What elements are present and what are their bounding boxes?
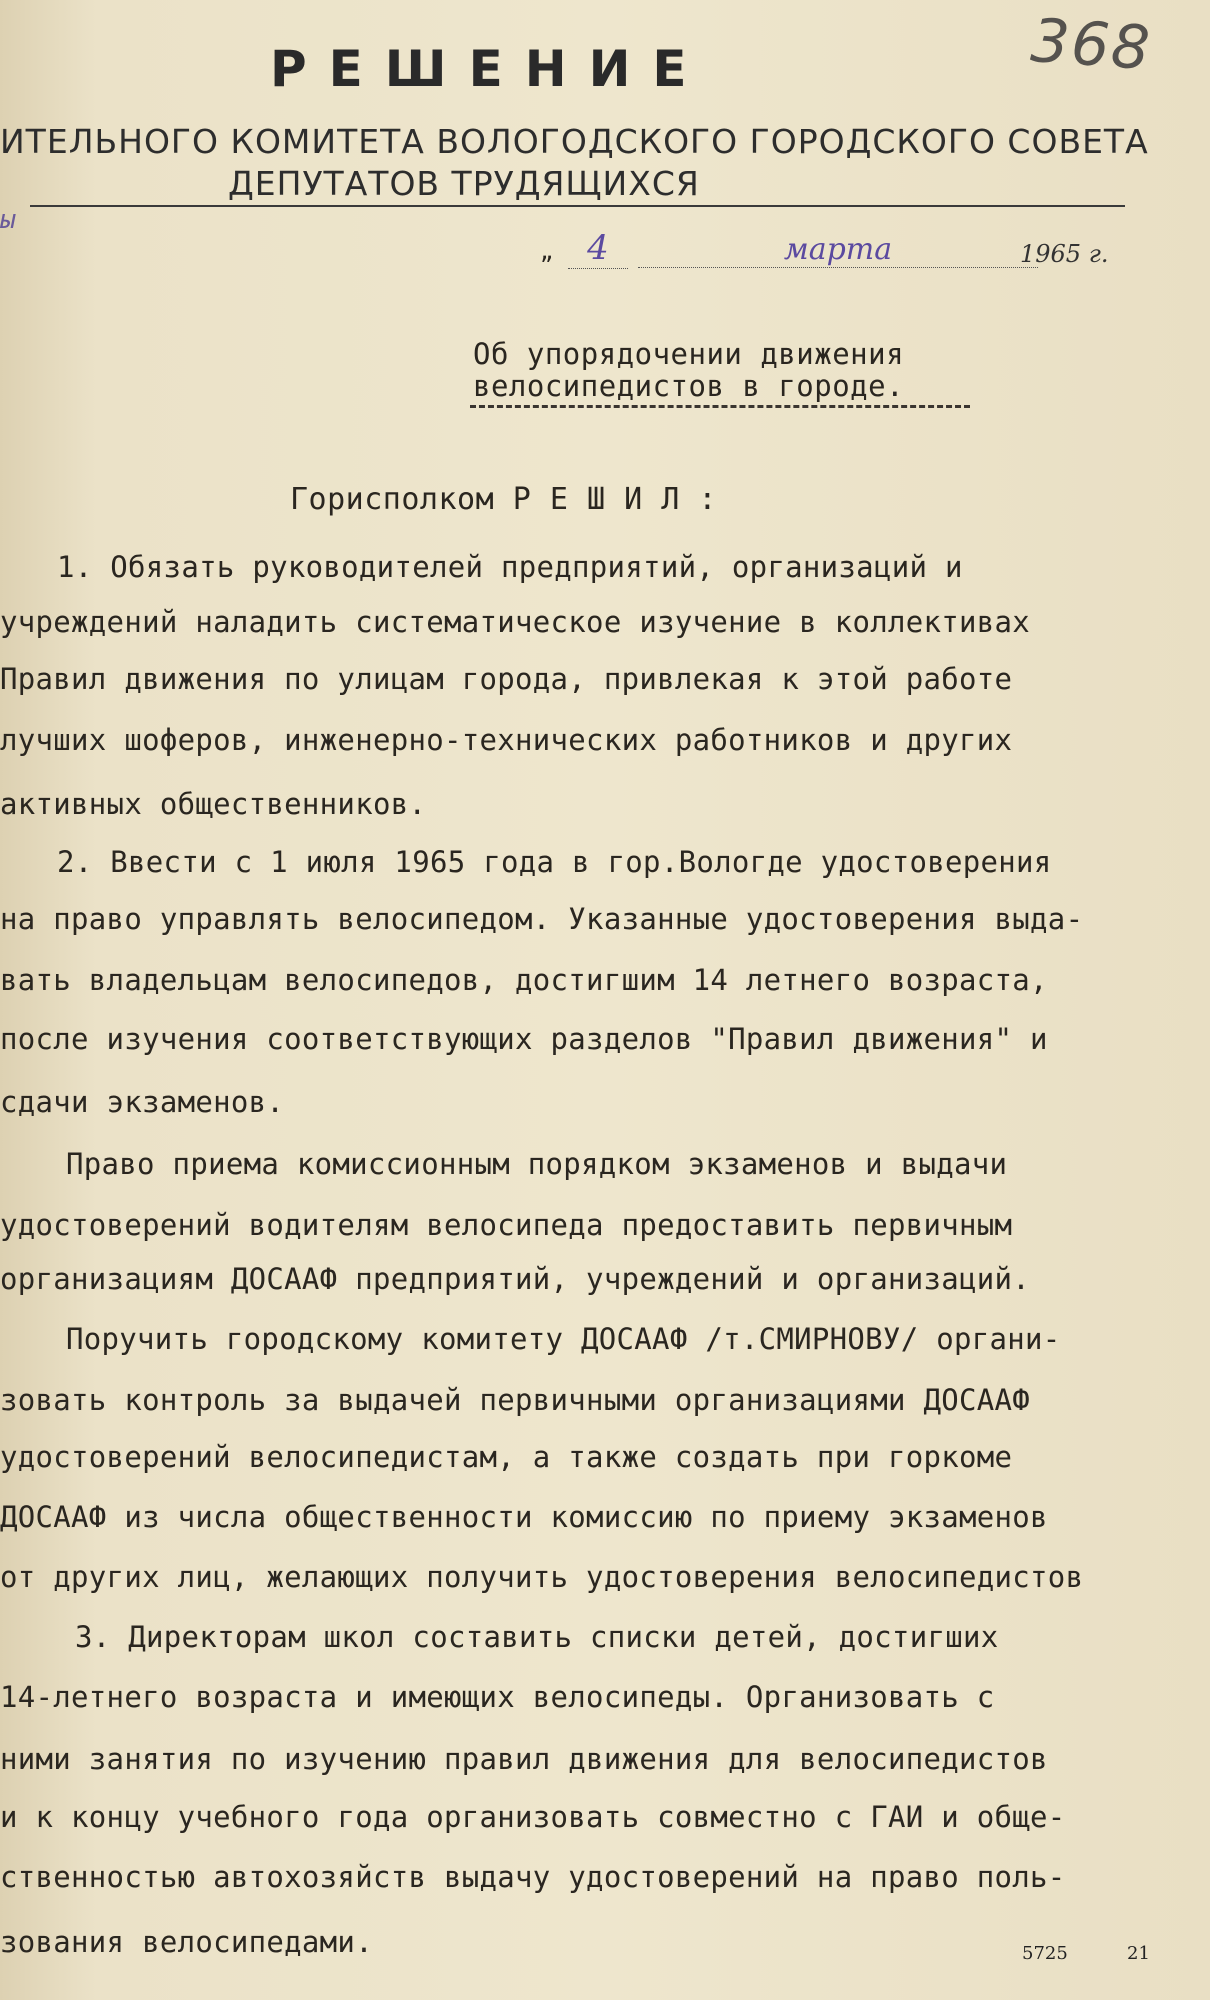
body-line: 2. Ввести с 1 июля 1965 года в гор.Вологде удостоверения [57, 845, 1052, 879]
body-line: вать владельцам велосипедов, достигшим 14 летнего возраста, [0, 963, 1048, 997]
body-line: ДОСААФ из числа общественности комиссию по приему экзаменов [0, 1500, 1048, 1534]
subject-heading [473, 338, 904, 402]
body-line: после изучения соответствующих разделов "Правил движения" и [0, 1022, 1048, 1056]
body-line: Поручить городскому комитету ДОСААФ /т.СМИРНОВУ/ органи- [66, 1322, 1061, 1356]
body-line: и к концу учебного года организовать совместно с ГАИ и обще- [0, 1800, 1066, 1834]
body-line: лучших шоферов, инженерно-технических работников и других [0, 723, 1013, 757]
body-line: организациям ДОСААФ предприятий, учреждений и организаций. [0, 1262, 1031, 1296]
body-line: удостоверений велосипедистам, а также создать при горкоме [0, 1440, 1013, 1474]
date-year: 1965 г. [1020, 240, 1109, 268]
body-line: 3. Директорам школ составить списки детей, достигших [75, 1620, 999, 1654]
body-line: учреждений наладить систематическое изучение в коллективах [0, 605, 1031, 639]
body-line: зования велосипедами. [0, 1925, 373, 1959]
organization-line-2: ДЕПУТАТОВ ТРУДЯЩИХСЯ [228, 164, 700, 203]
archive-stamp-code: 5725 [1022, 1943, 1068, 1964]
date-day: 4 [568, 228, 628, 269]
body-line: ними занятия по изучению правил движения для велосипедистов [0, 1742, 1048, 1776]
body-line: Право приема комиссионным порядком экзаменов и выдачи [66, 1147, 1008, 1181]
body-line: от других лиц, желающих получить удостоверения велосипедистов [0, 1560, 1084, 1594]
organization-line-1: ИТЕЛЬНОГО КОМИТЕТА ВОЛОГОДСКОГО ГОРОДСКОГО СОВЕТА [0, 122, 1149, 161]
folio-number: 368 [1029, 5, 1155, 85]
subject-underline [470, 405, 970, 408]
subject-line-1: Об упорядочении движения [473, 337, 905, 371]
body-line: 14-летнего возраста и имеющих велосипеды. Организовать с [0, 1680, 995, 1714]
body-line: зовать контроль за выдачей первичными организациями ДОСААФ [0, 1383, 1031, 1417]
page-number: 21 [1127, 1943, 1150, 1964]
header-rule [30, 205, 1125, 207]
body-line: сдачи экзаменов. [0, 1085, 285, 1119]
body-line: ственностью автохозяйств выдачу удостоверений на право поль- [0, 1860, 1066, 1894]
body-line: удостоверений водителям велосипеда предоставить первичным [0, 1208, 1013, 1242]
date-line [540, 228, 1130, 272]
document-title: РЕШЕНИЕ [270, 40, 709, 98]
resolution-heading: Горисполком Р Е Ш И Л : [290, 482, 717, 517]
body-line: 1. Обязать руководителей предприятий, организаций и [57, 550, 963, 584]
date-open-quote: „ [540, 240, 554, 265]
body-line: на право управлять велосипедом. Указанные удостоверения выда- [0, 902, 1084, 936]
date-month: марта [638, 232, 1038, 268]
body-line: активных общественников. [0, 787, 427, 821]
body-line: Правил движения по улицам города, привлекая к этой работе [0, 662, 1013, 696]
margin-mark: ы [0, 205, 16, 235]
subject-line-2: велосипедистов в городе. [473, 369, 905, 403]
